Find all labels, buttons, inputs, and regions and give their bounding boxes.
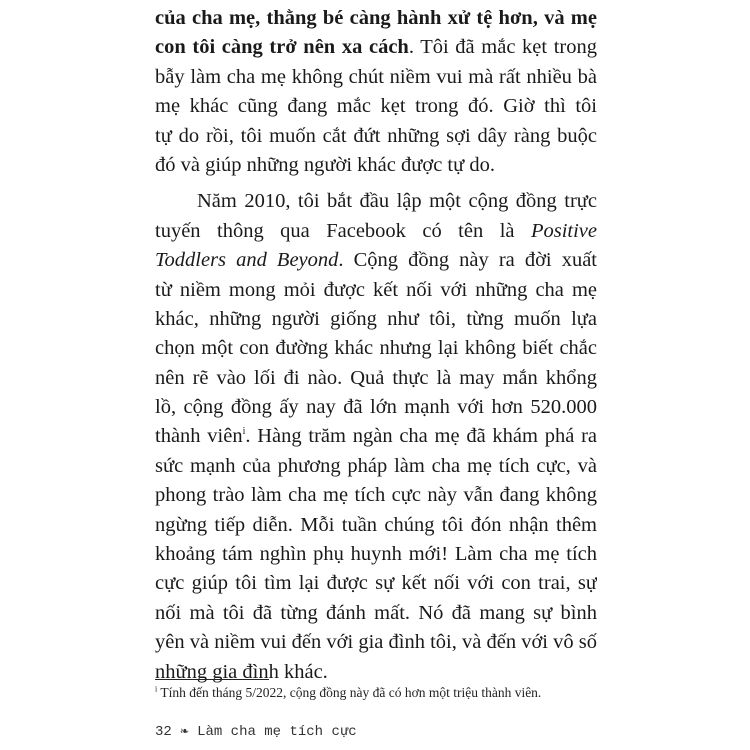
text-line: [155, 217, 597, 246]
text-line: [155, 452, 597, 481]
text-line: [155, 393, 597, 422]
text-span: yên và niềm vui đến với gia đình tôi, và đến với vô số: [155, 631, 597, 654]
text-span: chọn một con đường khác nhưng lại không biết chắc: [155, 337, 597, 360]
text-span: mẹ khác cũng đang mắc kẹt trong đó. Giờ thì tôi: [155, 95, 597, 118]
text-line: [155, 4, 597, 33]
text-span: tự do rồi, tôi muốn cắt đứt những sợi dây ràng buộc: [155, 124, 597, 147]
text-span: tuyến thông qua Facebook có tên là: [155, 219, 531, 242]
text-line: [155, 599, 597, 628]
text-span: của cha mẹ, thằng bé càng hành xử tệ hơn, và mẹ: [155, 7, 597, 29]
text-span: đó và giúp những người khác được tự do.: [155, 153, 495, 176]
text-line: [155, 334, 597, 363]
text-line: [155, 569, 597, 598]
footnote-marker: i: [155, 684, 158, 694]
text-span: . Tôi đã mắc kẹt trong: [408, 36, 597, 59]
text-line: [155, 63, 597, 92]
text-line: [155, 187, 597, 216]
text-line: [155, 305, 597, 334]
text-span: sức mạnh của phương pháp làm cha mẹ tích cực, và: [155, 454, 597, 477]
text-line: [155, 151, 597, 180]
text-span: thành viên: [155, 425, 243, 448]
text-line: [155, 422, 597, 451]
text-line: [155, 511, 597, 540]
text-span: nên rẽ vào lối đi nào. Quả thực là may mắn khổng: [155, 366, 597, 389]
footnote-text: Tính đến tháng 5/2022, cộng đồng này đã có hơn một triệu thành viên.: [157, 685, 542, 700]
text-span: ngừng tiếp diễn. Mỗi tuần chúng tôi đón nhận thêm: [155, 513, 597, 536]
ornament-icon: ❧: [180, 724, 189, 740]
text-span: khác, những người giống như tôi, từng muốn lựa: [155, 307, 597, 330]
text-span: phong trào làm cha mẹ tích cực này vẫn đang không: [155, 484, 597, 507]
text-line: [155, 246, 597, 275]
text-span: Positive: [530, 219, 597, 242]
text-line: [155, 92, 597, 121]
text-line: [155, 364, 597, 393]
text-line: [155, 540, 597, 569]
text-span: bẫy làm cha mẹ không chút niềm vui mà rất nhiều bà: [155, 65, 597, 88]
page-footer: [155, 723, 357, 740]
text-span: . Cộng đồng này ra đời xuất: [338, 249, 597, 272]
text-span: . Hàng trăm ngàn cha mẹ đã khám phá ra: [245, 425, 597, 448]
text-line: [155, 481, 597, 510]
footnote-reference: i: [242, 426, 246, 438]
text-span: từ niềm mong mỏi được kết nối với những cha mẹ: [155, 278, 597, 301]
book-title: Làm cha mẹ tích cực: [197, 724, 357, 740]
text-line: [155, 276, 597, 305]
text-span: những gia đình khác.: [155, 660, 328, 683]
page-number: 32: [155, 724, 172, 740]
text-span: Toddlers and Beyond: [155, 249, 339, 272]
footnote: [155, 685, 541, 701]
text-line: [155, 122, 597, 151]
text-line: [155, 658, 597, 687]
text-span: lồ, cộng đồng ấy nay đã lớn mạnh với hơn 520.000: [155, 396, 597, 419]
footnote-divider: [155, 679, 269, 680]
text-span: khoảng tám nghìn phụ huynh mới! Làm cha mẹ tích: [155, 543, 597, 566]
text-line: [155, 33, 597, 62]
body-text: [155, 4, 597, 687]
text-line: [155, 628, 597, 657]
paragraph-gap: [155, 180, 597, 187]
text-span: cực giúp tôi tìm lại được sự kết nối với con trai, sự: [155, 572, 597, 595]
text-span: con tôi càng trở nên xa cách: [155, 36, 409, 59]
text-span: Năm 2010, tôi bắt đầu lập một cộng đồng trực: [197, 190, 597, 213]
text-span: nối mà tôi đã từng đánh mất. Nó đã mang sự bình: [155, 601, 597, 624]
